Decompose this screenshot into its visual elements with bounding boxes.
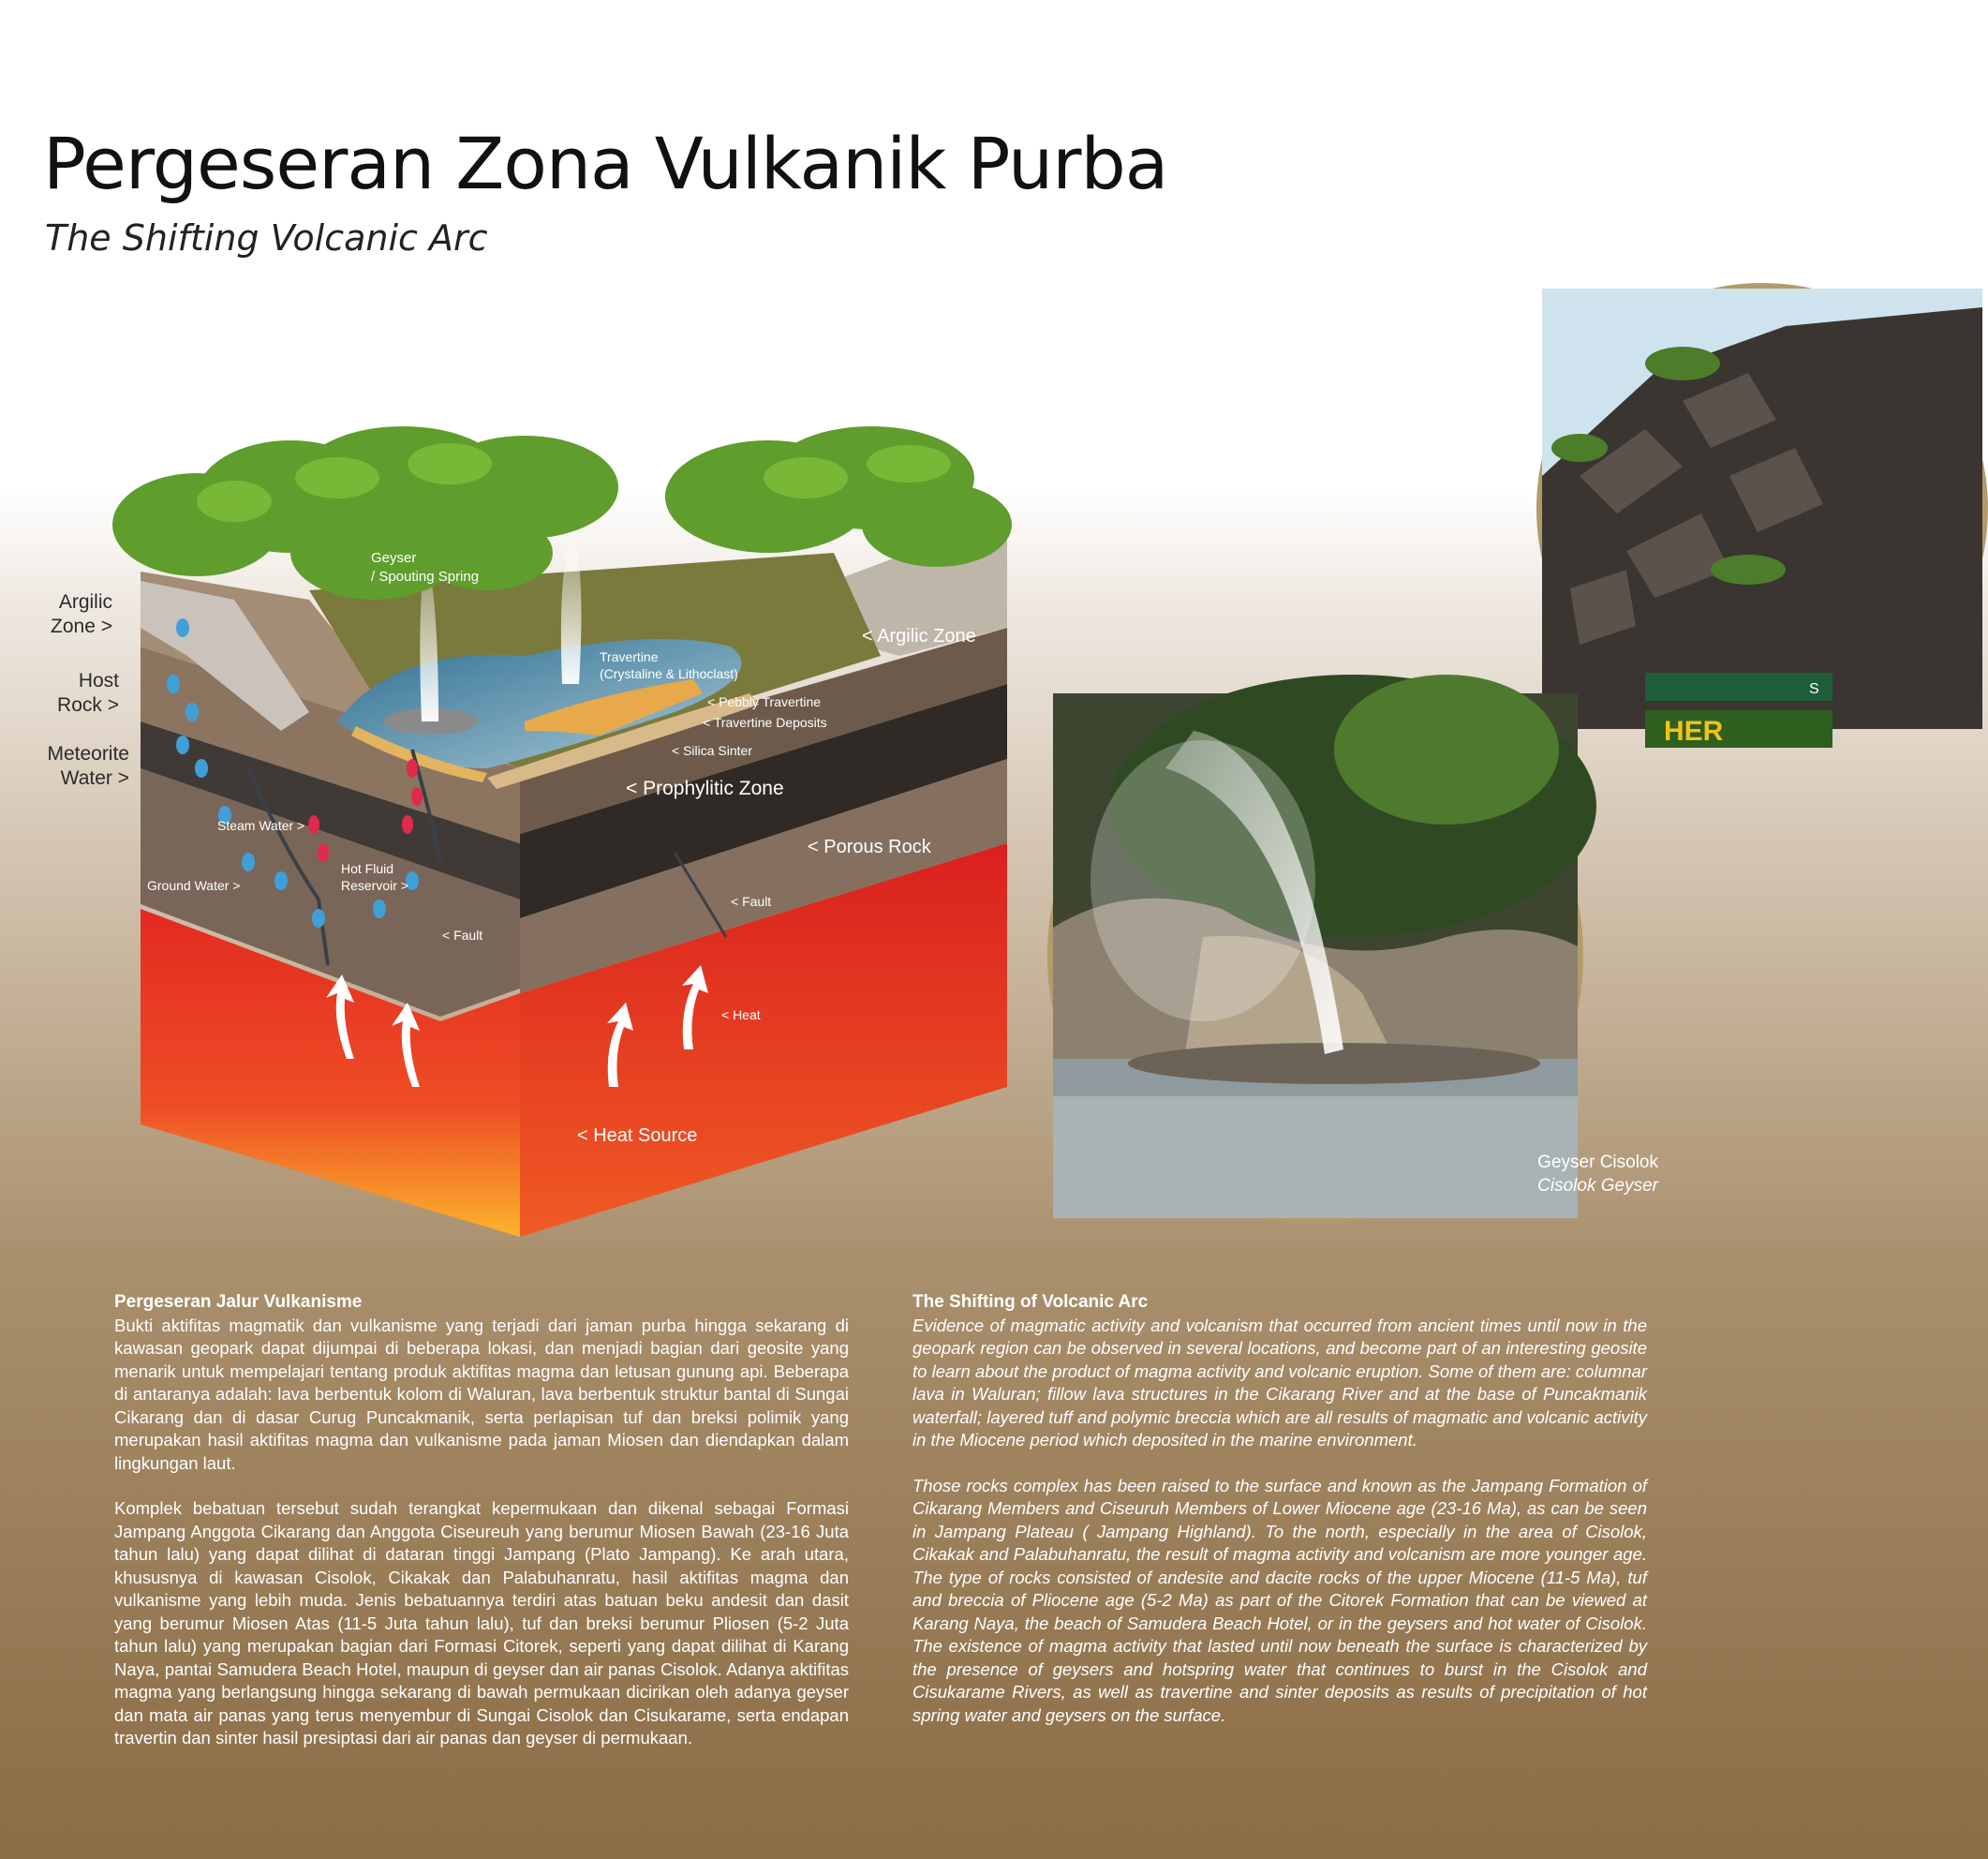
side-label-meteorite-water: Meteorite Water > [47, 743, 129, 789]
label-pebbly-travertine: < Pebbly Travertine [707, 694, 822, 709]
label-ground-water: Ground Water > [147, 878, 241, 893]
label-heat-source: < Heat Source [577, 1125, 698, 1146]
text-column-english [912, 1291, 1647, 1749]
label-porous-rock: < Porous Rock [808, 837, 931, 857]
caption-en: Cisolok Geyser [1537, 1176, 1658, 1196]
label-silica-sinter: < Silica Sinter [672, 743, 752, 758]
label-heat: < Heat [721, 1007, 761, 1022]
paragraph-indonesian-2: Komplek bebatuan tersebut sudah terangkat kepermukaan dan dikenal sebagai Formasi Jampang Anggota Cikarang dan Anggota Ciseureuh yang berumur Miosen Bawah (23-16 Juta tahun lalu) yang dapat dilihat di dataran tinggi Jampang (Plato Jampang). Ke arah utara, khususnya di kawasan Cisolok, Cikakak dan Palabuhanratu, hasil aktifitas magma dan vulkanisme yang lebih muda. Jenis bebatuannya terdiri atas batuan beku andesit dan dasit yang berumur Miosen Atas (11-5 Juta tahun lalu), tuf dan breksi berumur Pliosen (5-2 Juta tahun lalu) yang merupakan bagian dari Formasi Citorek, seperti yang dapat dilihat di Karang Naya, pantai Samudera Beach Hotel, maupun di geyser dan air panas Cisolok. Adanya aktifitas magma yang berlangsung hingga sekarang di bawah permukaan dicirikan oleh adanya geyser dan mata air panas yang terus menyembur di Sungai Cisolok dan Cisukarame, serta endapan travertin dan sinter hasil presiptasi dari air panas dan geyser di permukaan. [114, 1498, 849, 1747]
label-travertine-deposits: < Travertine Deposits [703, 715, 827, 730]
page-subtitle: The Shifting Volcanic Arc [45, 217, 488, 259]
page-title: Pergeseran Zona Vulkanik Purba [43, 122, 1168, 205]
label-travertine: Travertine [600, 649, 659, 664]
caption-id: Geyser Cisolok [1537, 1153, 1658, 1172]
photo-columnar-lava [1536, 283, 1988, 747]
paragraph-english-2: Those rocks complex has been raised to the surface and known as the Jampang Formation of Cikarang Members and Ciseuruh Members of Lower Miocene age (23-16 Ma), as can be seen in Jampang Plateau ( Jampang Highland). To the north, especially in the area of Cisolok, Cikakak and Palabuhanratu, the result of magma activity and volcanism are more younger age. The type of rocks consisted of andesite and dacite rocks of the upper Miocene (11-5 Ma), tuf and breccia of Pliocene age (5-2 Ma) as part of the Citorek Formation that can be viewed at Karang Naya, the beach of Samudera Beach Hotel, or in the geysers and hot water of Cisolok. The existence of magma activity that lasted until now beneath the surface is characterized by the presence of geysers and hotspring water that continues to burst in the Cisolok and Cisukarame Rivers, as well as travertine and sinter deposits as results of precipitation of hot spring water and geysers on the surface. [912, 1475, 1647, 1725]
label-prophylitic-zone: < Prophylitic Zone [626, 778, 784, 799]
sign-top-text: S [1809, 681, 1819, 697]
geothermal-block-diagram [0, 412, 1031, 1256]
side-label-argilic: Argilic Zone > [51, 591, 112, 637]
label-argilic-zone-right: < Argilic Zone [862, 626, 976, 647]
photo-cisolok-geyser [1047, 688, 1583, 1224]
label-travertine-crystaline: (Crystaline & Lithoclast) [600, 666, 738, 681]
label-steam-water: Steam Water > [217, 818, 305, 833]
paragraph-english-1: Evidence of magmatic activity and volcanism that occurred from ancient times until now in the geopark region can be observed in several locations, and become part of an interesting geosite to learn about the product of magma activity and volcanic eruption. Some of them are: columnar lava in Waluran; fillow lava structures in the Cikarang River and at the base of Puncakmanik waterfall; layered tuff and polymic breccia which are all results of magmatic and volcanic activity in the Miocene period which deposited in the marine environment. [912, 1315, 1647, 1450]
label-geyser: Geyser [371, 550, 417, 566]
label-reservoir: Reservoir > [341, 878, 408, 893]
text-column-indonesian [114, 1291, 849, 1773]
label-spouting-spring: / Spouting Spring [371, 569, 480, 585]
label-fault-left: < Fault [442, 928, 483, 943]
label-hot-fluid: Hot Fluid [341, 861, 394, 876]
photo-caption [1443, 1151, 1658, 1197]
heading-indonesian: Pergeseran Jalur Vulkanisme [114, 1292, 363, 1312]
paragraph-indonesian-1: Bukti aktifitas magmatik dan vulkanisme yang terjadi dari jaman purba hingga sekarang di kawasan geopark dapat dijumpai di beberapa lokasi, dan menjadi bagian dari geosite yang menarik untuk mempelajari tentang produk aktifitas magma dan letusan gunung api. Beberapa di antaranya adalah: lava berbentuk kolom di Waluran, lava berbentuk struktur bantal di Sungai Cikarang dan di dasar Curug Puncakmanik, serta perlapisan tuf dan breksi polimik yang merupakan hasil aktifitas magma dan vulkanisme pada jaman Miosen dan diendapkan dalam lingkungan laut. [114, 1315, 849, 1473]
sign-main-text: HER [1664, 716, 1724, 747]
label-fault-right: < Fault [731, 894, 772, 909]
heading-english: The Shifting of Volcanic Arc [912, 1292, 1149, 1312]
side-label-host-rock: Host Rock > [57, 670, 119, 716]
geyser-jet-right [561, 534, 582, 684]
